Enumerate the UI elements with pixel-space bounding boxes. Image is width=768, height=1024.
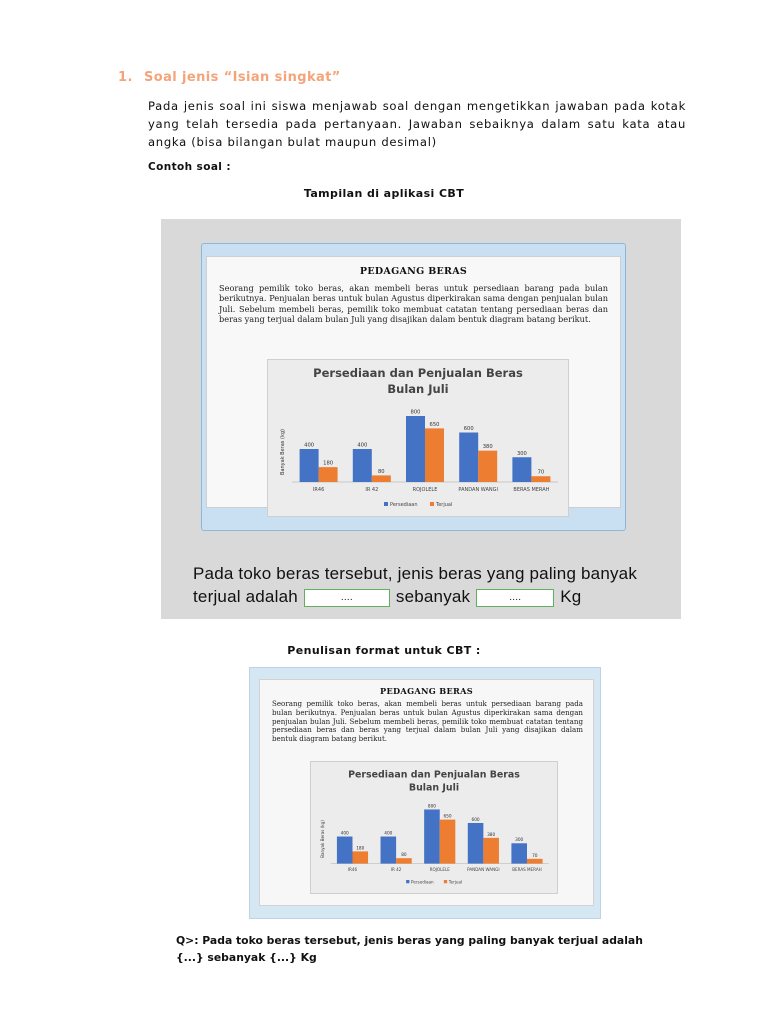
data-label-terjual-1: 80 bbox=[401, 853, 407, 859]
section-number: 1. bbox=[118, 70, 133, 85]
chart-title: Persediaan dan Penjualan Beras bbox=[348, 769, 520, 781]
data-label-persediaan-2: 800 bbox=[427, 804, 437, 810]
data-label-persediaan-3: 600 bbox=[471, 817, 480, 823]
data-label-terjual-4: 70 bbox=[532, 853, 538, 859]
bar-terjual-1 bbox=[372, 475, 391, 482]
legend-label-persediaan: Persediaan bbox=[390, 502, 418, 508]
bar-persediaan-0 bbox=[337, 837, 353, 864]
bar-persediaan-1 bbox=[381, 837, 397, 864]
problem-title: PEDAGANG BERAS bbox=[359, 266, 468, 277]
legend-label-terjual: Terjual bbox=[436, 502, 453, 508]
question-prefix: terjual adalah bbox=[193, 587, 298, 606]
legend-swatch-persediaan bbox=[406, 880, 409, 883]
bar-terjual-4 bbox=[527, 859, 543, 864]
app-window bbox=[201, 243, 626, 531]
chart-title: Persediaan dan Penjualan Beras bbox=[313, 366, 523, 380]
bar-terjual-1 bbox=[396, 858, 412, 863]
x-tick-label: BERAS MERAH bbox=[513, 487, 550, 493]
example-label: Contoh soal : bbox=[148, 161, 231, 173]
bar-persediaan-1 bbox=[353, 449, 372, 482]
format-problem-title: PEDAGANG BERAS bbox=[380, 686, 473, 696]
cbt-preview-panel bbox=[161, 219, 681, 619]
legend-label-persediaan: Persediaan bbox=[411, 879, 434, 885]
y-axis-label: Banyak Beras (kg) bbox=[320, 820, 326, 858]
data-label-persediaan-0: 400 bbox=[304, 442, 315, 449]
question-line-2 bbox=[193, 587, 581, 607]
bar-persediaan-0 bbox=[300, 449, 319, 482]
legend-swatch-terjual bbox=[444, 880, 447, 883]
data-label-persediaan-4: 300 bbox=[516, 450, 527, 457]
format-problem-story: Seorang pemilik toko beras, akan membeli beras untuk persediaan barang pada bulan berikutnya. Penjualan beras untuk bulan Agustus diperkirakan sama dengan penjualan bulan Juli. Sebelum membeli beras, pemilik toko membuat catatan tentang persediaan beras dan beras yang terjual dalam bulan Juli yang disajikan dalam bentuk diagram batang berikut. bbox=[272, 699, 583, 744]
x-tick-label: IR46 bbox=[347, 866, 358, 872]
data-label-persediaan-3: 600 bbox=[463, 426, 474, 432]
x-tick-label: ROJOLELE bbox=[429, 866, 450, 872]
format-title: Penulisan format untuk CBT : bbox=[287, 644, 481, 657]
data-label-terjual-2: 650 bbox=[429, 421, 440, 428]
bar-terjual-4 bbox=[531, 476, 550, 482]
question-page bbox=[206, 256, 621, 508]
format-question-page bbox=[259, 679, 594, 906]
answer-box-rice-type[interactable]: .... bbox=[304, 589, 390, 607]
question-line-1: Pada toko beras tersebut, jenis beras yang paling banyak bbox=[193, 564, 638, 583]
x-tick-label: BERAS MERAH bbox=[512, 866, 542, 872]
cbt-view-title: Tampilan di aplikasi CBT bbox=[303, 187, 465, 200]
legend-label-terjual: Terjual bbox=[448, 879, 463, 885]
data-label-terjual-3: 380 bbox=[482, 444, 493, 451]
x-tick-label: IR46 bbox=[312, 487, 325, 493]
bar-terjual-3 bbox=[483, 838, 499, 864]
data-label-terjual-0: 180 bbox=[356, 846, 365, 852]
format-bar-chart bbox=[311, 762, 557, 893]
bar-terjual-3 bbox=[478, 451, 497, 482]
legend-swatch-terjual bbox=[430, 502, 434, 506]
data-label-terjual-2: 650 bbox=[443, 814, 452, 820]
x-tick-label: PANDAN WANGI bbox=[467, 866, 500, 872]
chart-subtitle: Bulan Juli bbox=[387, 382, 449, 396]
answer-box-amount[interactable]: .... bbox=[476, 589, 554, 607]
data-label-terjual-4: 70 bbox=[537, 469, 545, 476]
x-tick-label: PANDAN WANGI bbox=[458, 487, 498, 493]
bar-terjual-0 bbox=[352, 851, 368, 863]
bar-persediaan-3 bbox=[459, 433, 478, 483]
bar-terjual-2 bbox=[440, 820, 456, 864]
bar-persediaan-2 bbox=[424, 809, 440, 863]
data-label-persediaan-1: 400 bbox=[384, 831, 393, 837]
chart-subtitle: Bulan Juli bbox=[408, 782, 460, 794]
bar-persediaan-4 bbox=[511, 843, 527, 863]
x-tick-label: ROJOLELE bbox=[412, 487, 438, 493]
data-label-terjual-1: 80 bbox=[377, 468, 385, 475]
cbt-format-figure bbox=[249, 667, 601, 919]
data-label-persediaan-1: 400 bbox=[357, 442, 368, 449]
bar-persediaan-4 bbox=[512, 457, 531, 482]
chart-container bbox=[267, 359, 569, 517]
bar-terjual-2 bbox=[425, 428, 444, 482]
cbt-question-text: Q>: Pada toko beras tersebut, jenis beras yang paling banyak terjual adalah {...} sebanyak {...} Kg bbox=[176, 934, 643, 964]
y-axis-label: Banyak Beras (kg) bbox=[280, 429, 286, 475]
bar-chart bbox=[268, 360, 568, 516]
format-chart-container bbox=[310, 761, 558, 894]
x-tick-label: IR 42 bbox=[390, 866, 402, 872]
data-label-persediaan-4: 300 bbox=[515, 838, 524, 844]
x-tick-label: IR 42 bbox=[365, 487, 379, 493]
section-heading bbox=[118, 70, 341, 85]
legend-swatch-persediaan bbox=[384, 502, 388, 506]
section-title: Soal jenis “Isian singkat” bbox=[144, 70, 341, 85]
data-label-persediaan-0: 400 bbox=[340, 831, 349, 837]
bar-terjual-0 bbox=[319, 467, 338, 482]
problem-story: Seorang pemilik toko beras, akan membeli beras untuk persediaan barang pada bulan berikutnya. Penjualan beras untuk bulan Agustus diperkirakan sama dengan penjualan bulan Juli. Sebelum membeli beras, pemilik toko membuat catatan tentang persediaan beras dan beras yang terjual dalam bulan Juli yang disajikan dalam bentuk diagram batang berikut. bbox=[219, 283, 608, 324]
data-label-persediaan-2: 800 bbox=[410, 409, 421, 416]
data-label-terjual-0: 180 bbox=[323, 460, 334, 467]
bar-persediaan-3 bbox=[468, 823, 484, 864]
question-middle: sebanyak bbox=[395, 587, 471, 606]
data-label-terjual-3: 380 bbox=[487, 832, 496, 838]
section-description: Pada jenis soal ini siswa menjawab soal dengan mengetikkan jawaban pada kotak yang telah tersedia pada pertanyaan. Jawaban sebaiknya dalam satu kata atau angka (bisa bilangan bulat maupun desimal) bbox=[148, 99, 686, 149]
bar-persediaan-2 bbox=[406, 416, 425, 482]
question-unit: Kg bbox=[560, 587, 582, 606]
